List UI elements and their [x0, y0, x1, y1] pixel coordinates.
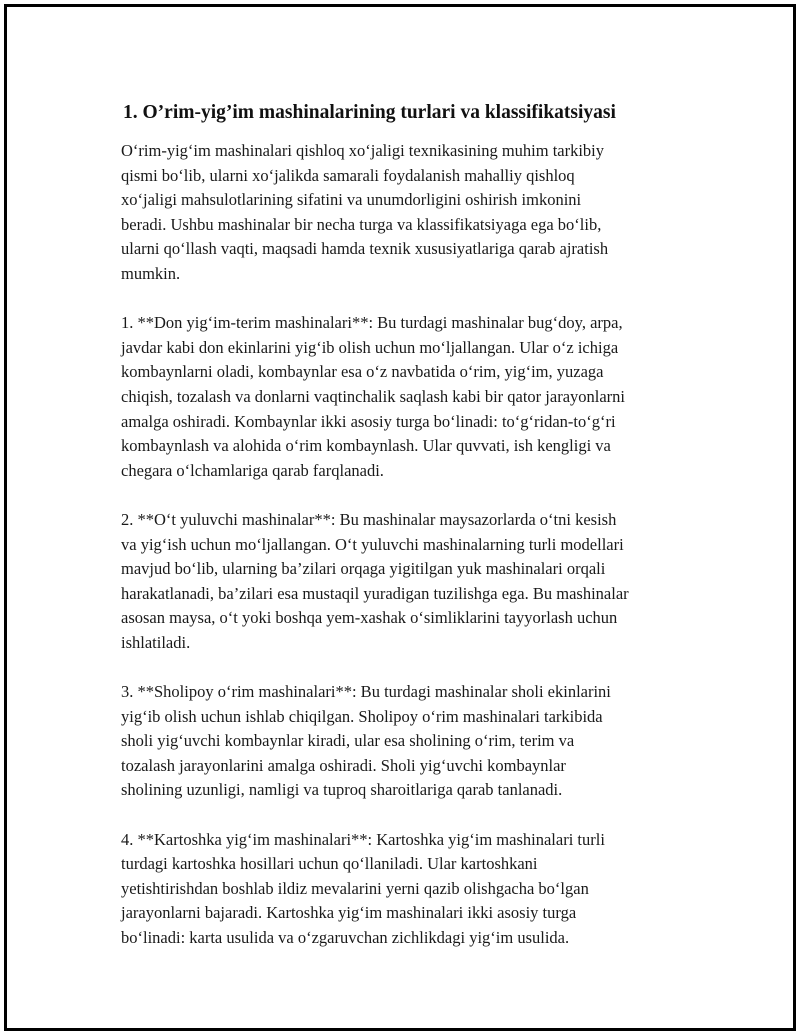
- intro-paragraph: [121, 139, 701, 287]
- paragraph-line: harakatlanadi, ba’zilari esa mustaqil yuradigan tuzilishga ega. Bu mashinalar: [121, 583, 629, 603]
- page-frame: [4, 4, 796, 1031]
- paragraph-line: amalga oshiradi. Kombaynlar ikki asosiy turga bo‘linadi: to‘g‘ridan-to‘g‘ri: [121, 411, 616, 431]
- section-paragraph-grass-mowers: [121, 508, 701, 656]
- section-paragraph-grain-harvesters: [121, 311, 701, 483]
- document-body: [121, 99, 701, 975]
- paragraph-line: sholi yig‘uvchi kombaynlar kiradi, ular esa sholining o‘rim, terim va: [121, 731, 575, 751]
- paragraph-line: chegara o‘lchamlariga qarab farqlanadi.: [121, 460, 384, 480]
- paragraph-line: javdar kabi don ekinlarini yig‘ib olish uchun mo‘ljallangan. Ular o‘z ichiga: [121, 337, 619, 357]
- paragraph-line: yig‘ib olish uchun ishlab chiqilgan. Sholipoy o‘rim mashinalari tarkibida: [121, 706, 603, 726]
- paragraph-line: qismi bo‘lib, ularni xo‘jalikda samarali foydalanish mahalliy qishloq: [121, 165, 575, 185]
- paragraph-line: sholining uzunligi, namligi va tuproq sharoitlariga qarab tanlanadi.: [121, 780, 563, 800]
- paragraph-line: mavjud bo‘lib, ularning ba’zilari orqaga yigitilgan yuk mashinalari orqali: [121, 559, 606, 579]
- section-paragraph-rice-harvesters: [121, 680, 701, 803]
- paragraph-line: 1. **Don yig‘im-terim mashinalari**: Bu turdagi mashinalar bug‘doy, arpa,: [121, 313, 623, 333]
- paragraph-line: kombaynlarni oladi, kombaynlar esa o‘z navbatida o‘rim, yig‘im, yuzaga: [121, 362, 604, 382]
- paragraph-line: beradi. Ushbu mashinalar bir necha turga va klassifikatsiyaga ega bo‘lib,: [121, 214, 602, 234]
- paragraph-line: ishlatiladi.: [121, 632, 191, 652]
- paragraph-line: 4. **Kartoshka yig‘im mashinalari**: Kartoshka yig‘im mashinalari turli: [121, 829, 605, 849]
- document-title: 1. O’rim-yig’im mashinalarining turlari va klassifikatsiyasi: [123, 102, 616, 123]
- paragraph-line: kombaynlash va alohida o‘rim kombaynlash. Ular quvvati, ish kengligi va: [121, 436, 611, 456]
- paragraph-line: mumkin.: [121, 263, 181, 283]
- paragraph-line: xo‘jaligi mahsulotlarining sifatini va unumdorligini oshirish imkonini: [121, 190, 582, 210]
- paragraph-line: 2. **O‘t yuluvchi mashinalar**: Bu mashinalar maysazorlarda o‘tni kesish: [121, 509, 617, 529]
- paragraph-line: jarayonlarni bajaradi. Kartoshka yig‘im mashinalari ikki asosiy turga: [121, 903, 577, 923]
- paragraph-line: O‘rim-yig‘im mashinalari qishloq xo‘jaligi texnikasining muhim tarkibiy: [121, 141, 605, 160]
- paragraph-line: bo‘linadi: karta usulida va o‘zgaruvchan zichlikdagi yig‘im usulida.: [121, 928, 570, 947]
- paragraph-line: asosan maysa, o‘t yoki boshqa yem-xashak o‘simliklarini tayyorlash uchun: [121, 608, 618, 628]
- paragraph-line: va yig‘ish uchun mo‘ljallangan. O‘t yuluvchi mashinalarning turli modellari: [121, 534, 624, 554]
- paragraph-line: yetishtirishdan boshlab ildiz mevalarini yerni qazib olishgacha bo‘lgan: [121, 878, 589, 898]
- paragraph-line: ularni qo‘llash vaqti, maqsadi hamda texnik xususiyatlariga qarab ajratish: [121, 239, 609, 259]
- paragraph-line: chiqish, tozalash va donlarni vaqtinchalik saqlash kabi bir qator jarayonlarni: [121, 386, 626, 406]
- paragraph-line: tozalash jarayonlarini amalga oshiradi. Sholi yig‘uvchi kombaynlar: [121, 755, 566, 775]
- section-paragraph-potato-harvesters: [121, 828, 701, 951]
- paragraph-line: 3. **Sholipoy o‘rim mashinalari**: Bu turdagi mashinalar sholi ekinlarini: [121, 682, 611, 702]
- paragraph-line: turdagi kartoshka hosillari uchun qo‘llaniladi. Ular kartoshkani: [121, 854, 538, 874]
